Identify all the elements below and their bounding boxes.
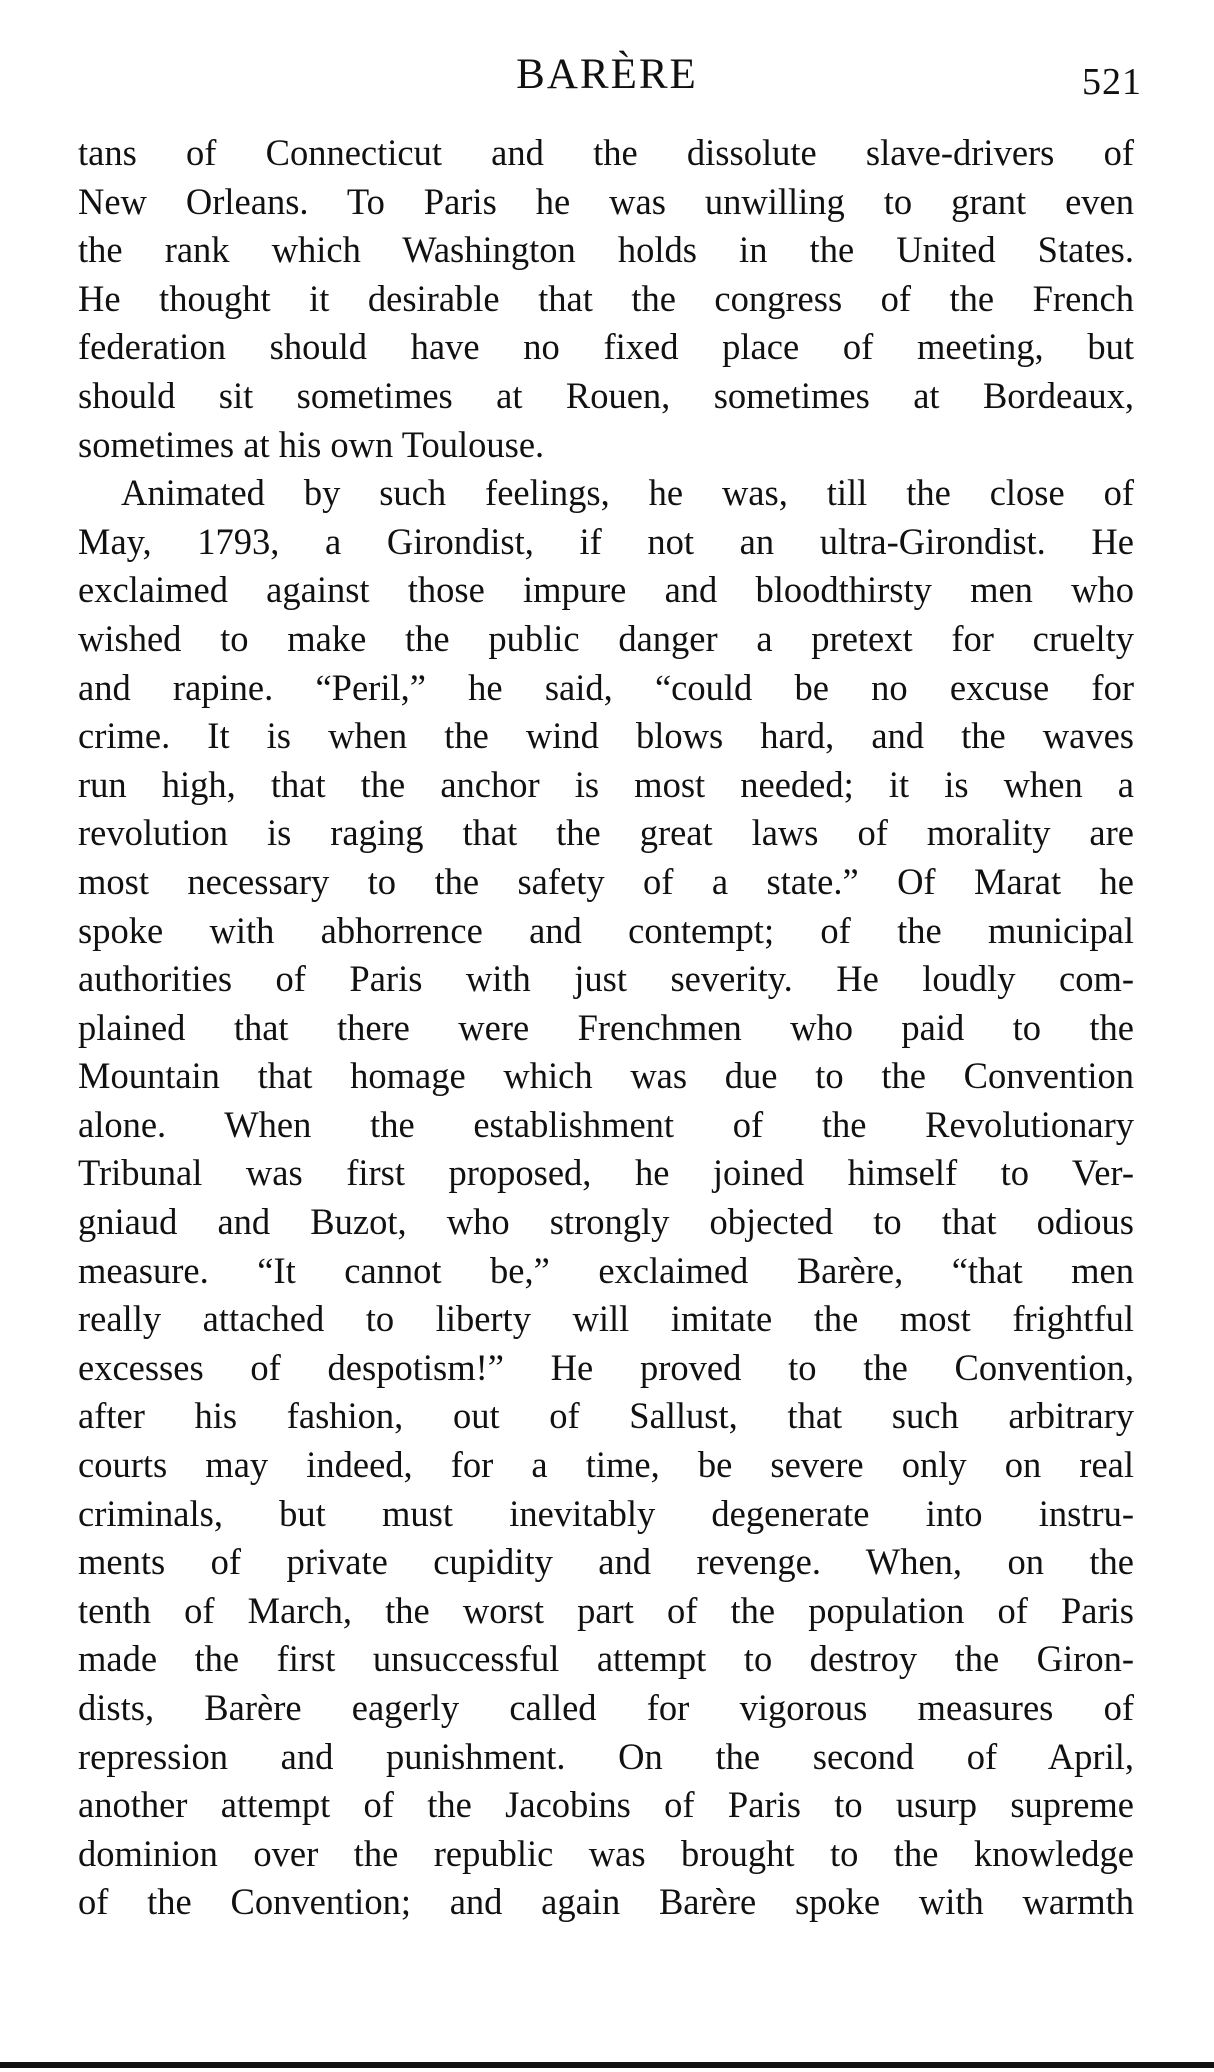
text-line: of the Convention; and again Barère spoke with warmth: [78, 1881, 1134, 1923]
text-line: criminals, but must inevitably degenerate into instru-: [78, 1492, 1134, 1534]
text-line: sometimes at his own Toulouse.: [78, 423, 545, 465]
text-line: gniaud and Buzot, who strongly objected to that odious: [78, 1201, 1134, 1243]
text-line: revolution is raging that the great laws of morality are: [78, 812, 1134, 854]
text-line: after his fashion, out of Sallust, that such arbitrary: [78, 1395, 1134, 1437]
text-line: ments of private cupidity and revenge. When, on the: [78, 1541, 1134, 1583]
text-line: plained that there were Frenchmen who paid to the: [78, 1006, 1134, 1048]
text-line: another attempt of the Jacobins of Paris to usurp supreme: [78, 1784, 1134, 1826]
text-line: wished to make the public danger a pretext for cruelty: [78, 617, 1134, 659]
text-line: May, 1793, a Girondist, if not an ultra-Girondist. He: [78, 520, 1134, 562]
text-line: authorities of Paris with just severity. He loudly com-: [78, 958, 1134, 1000]
body-text: [78, 129, 1134, 1927]
text-line: measure. “It cannot be,” exclaimed Barère, “that men: [78, 1249, 1134, 1291]
text-line: Animated by such feelings, he was, till the close of: [121, 472, 1134, 514]
text-line: dists, Barère eagerly called for vigorous measures of: [78, 1687, 1134, 1728]
text-line: should sit sometimes at Rouen, sometimes at Bordeaux,: [78, 374, 1134, 416]
text-line: made the first unsuccessful attempt to destroy the Giron-: [78, 1638, 1134, 1680]
text-line: excesses of despotism!” He proved to the Convention,: [78, 1346, 1134, 1388]
text-line: dominion over the republic was brought to the knowledge: [78, 1832, 1134, 1874]
text-line: spoke with abhorrence and contempt; of the municipal: [78, 909, 1134, 951]
running-head: [0, 50, 1214, 110]
text-line: repression and punishment. On the second of April,: [78, 1735, 1134, 1777]
text-line: exclaimed against those impure and bloodthirsty men who: [78, 569, 1134, 611]
text-line: tans of Connecticut and the dissolute slave-drivers of: [78, 132, 1134, 173]
text-line: Mountain that homage which was due to the Convention: [78, 1055, 1134, 1097]
text-line: the rank which Washington holds in the United States.: [78, 229, 1134, 271]
text-line: really attached to liberty will imitate the most frightful: [78, 1298, 1134, 1340]
text-line: federation should have no fixed place of meeting, but: [78, 326, 1134, 368]
text-line: run high, that the anchor is most needed; it is when a: [78, 763, 1134, 805]
bottom-rule: [0, 2062, 1214, 2068]
text-line: tenth of March, the worst part of the population of Paris: [78, 1589, 1134, 1631]
text-line: He thought it desirable that the congress of the French: [78, 277, 1134, 319]
text-line: Tribunal was first proposed, he joined himself to Ver-: [78, 1152, 1134, 1194]
text-line: alone. When the establishment of the Revolutionary: [78, 1103, 1134, 1145]
text-line: courts may indeed, for a time, be severe only on real: [78, 1444, 1134, 1486]
text-line: New Orleans. To Paris he was unwilling to grant even: [78, 180, 1134, 222]
text-line: and rapine. “Peril,” he said, “could be no excuse for: [78, 666, 1134, 708]
text-line: most necessary to the safety of a state.” Of Marat he: [78, 860, 1134, 902]
text-line: crime. It is when the wind blows hard, and the waves: [78, 715, 1134, 757]
page-number: 521: [1082, 61, 1142, 103]
running-title: BARÈRE: [516, 51, 698, 98]
